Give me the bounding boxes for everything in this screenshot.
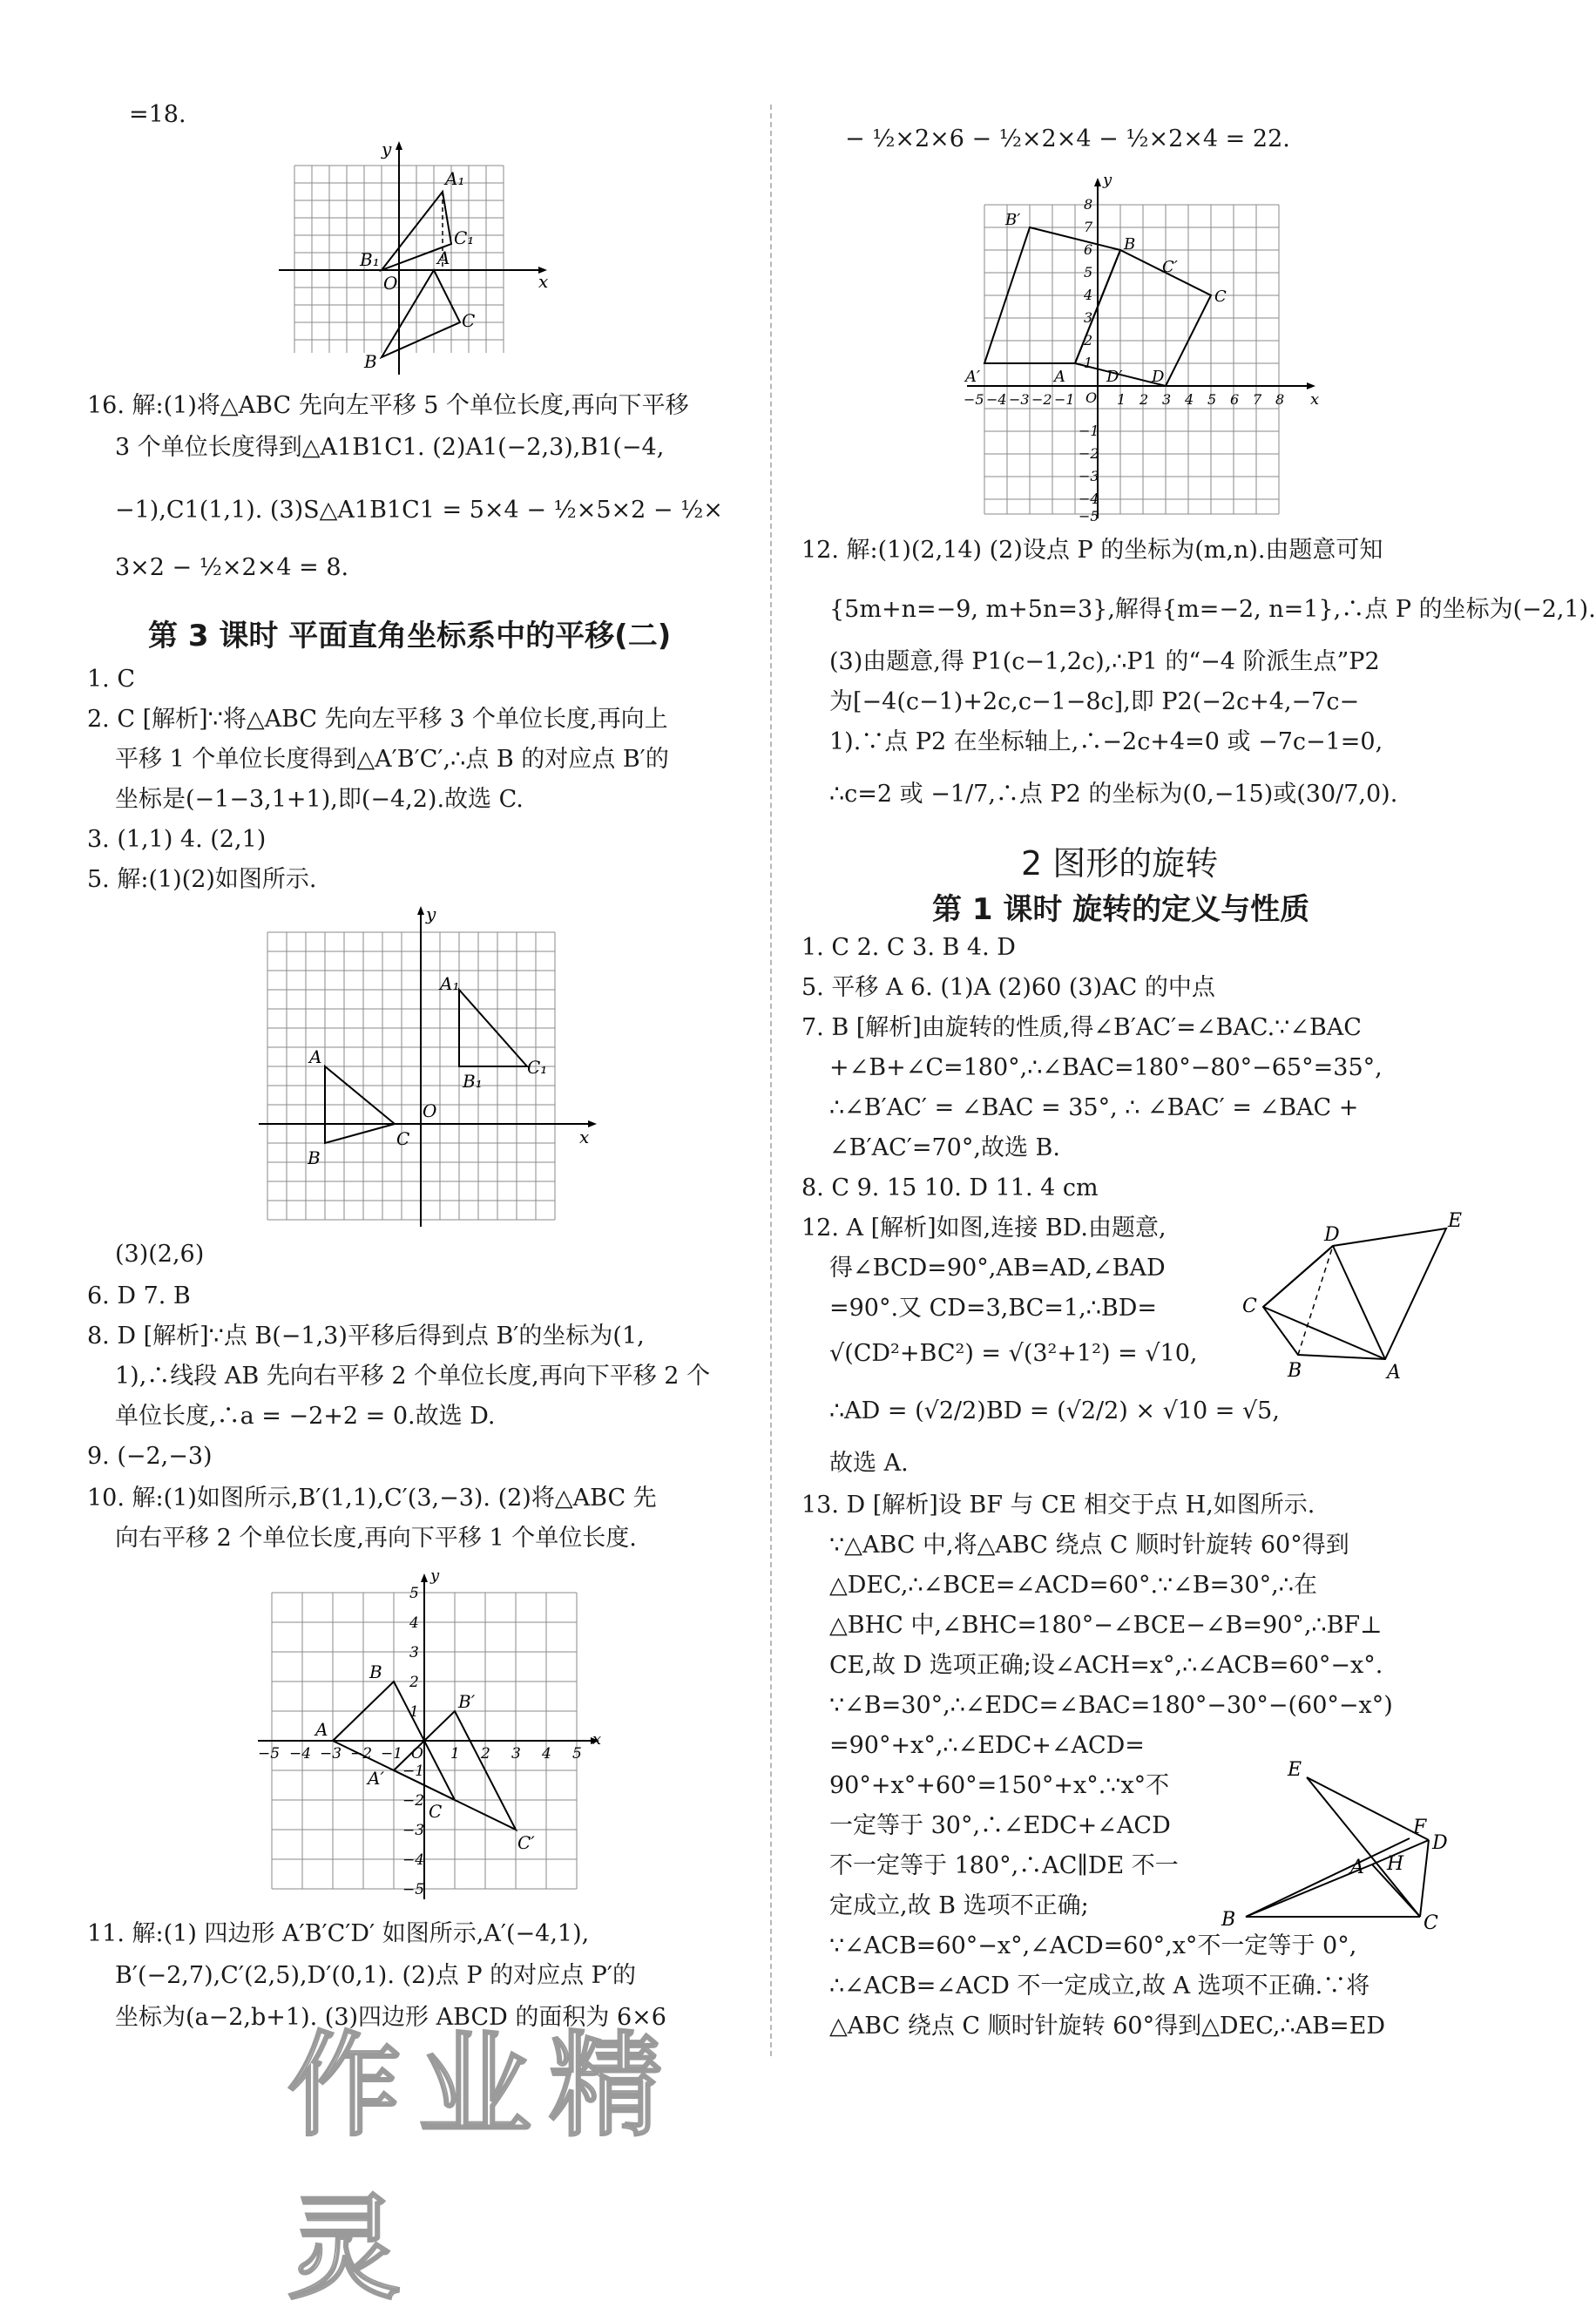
tick-x-5: 5	[1207, 391, 1217, 408]
label-E: E	[1288, 1759, 1302, 1781]
tick-x-m3: −3	[1009, 391, 1030, 408]
label-O: O	[423, 1100, 437, 1121]
label-B: B	[1288, 1360, 1302, 1382]
tick-y-m3: −3	[402, 1822, 425, 1839]
tick-y-m3: −3	[1079, 468, 1099, 484]
tick-x-7: 7	[1253, 391, 1262, 408]
tick-y-4: 4	[1084, 287, 1093, 303]
answer-8-line1: 8. D [解析]∵点 B(−1,3)平移后得到点 B′的坐标为(1,	[87, 1323, 645, 1350]
label-O: O	[383, 273, 398, 294]
tick-x-5: 5	[572, 1745, 582, 1763]
label-C1: C₁	[454, 227, 475, 248]
answer-b12-line4: √(CD²+BC²) = √(3²+1²) = √10,	[829, 1340, 1198, 1367]
label-A: A	[315, 1719, 328, 1740]
label-C: C	[1424, 1912, 1438, 1934]
figure-quadrilateral-translation	[958, 171, 1324, 524]
answer-5: 5. 解:(1)(2)如图所示.	[87, 866, 317, 893]
tick-x-m1: −1	[381, 1745, 403, 1763]
tick-x-3: 3	[511, 1745, 521, 1763]
tick-y-m4: −4	[402, 1851, 425, 1869]
answer-b13-line1: 13. D [解析]设 BF 与 CE 相交于点 H,如图所示.	[801, 1492, 1315, 1519]
label-H: H	[1387, 1853, 1404, 1875]
answer-10-line1: 10. 解:(1)如图所示,B′(1,1),C′(3,−3). (2)将△ABC 先	[87, 1485, 657, 1512]
answer-11-line1: 11. 解:(1) 四边形 A′B′C′D′ 如图所示,A′(−4,1),	[87, 1920, 590, 1947]
answer-b12-line5: ∴AD = (√2/2)BD = (√2/2) × √10 = √5,	[829, 1397, 1280, 1424]
label-B: B	[369, 1661, 382, 1682]
label-A: A	[1054, 368, 1065, 386]
label-A-prime: A′	[368, 1768, 384, 1789]
tick-y-m5: −5	[1079, 508, 1099, 524]
answer-b13-line2: ∵△ABC 中,将△ABC 绕点 C 顺时针旋转 60°得到	[829, 1532, 1349, 1559]
tick-x-6: 6	[1230, 391, 1240, 408]
tick-y-3: 3	[1084, 309, 1093, 326]
label-C: C	[1242, 1296, 1257, 1317]
answer-b7-line4: ∠B′AC′=70°,故选 B.	[829, 1134, 1060, 1161]
answer-b13-line6: ∵∠B=30°,∴∠EDC=∠BAC=180°−30°−(60°−x°)	[829, 1692, 1393, 1719]
label-C: C	[462, 310, 476, 331]
label-B: B	[1124, 235, 1136, 254]
answer-11-line2: B′(−2,7),C′(2,5),D′(0,1). (2)点 P 的对应点 P′的	[115, 1962, 636, 1989]
tick-y-2: 2	[409, 1674, 419, 1691]
q16-line4: 3×2 − ½×2×4 = 8.	[115, 554, 349, 581]
answer-12-line3: (3)由题意,得 P1(c−1,2c),∴P1 的“−4 阶派生点”P2	[829, 648, 1380, 675]
answer-11-line3: 坐标为(a−2,b+1). (3)四边形 ABCD 的面积为 6×6	[115, 2004, 666, 2031]
answer-9: 9. (−2,−3)	[87, 1443, 213, 1470]
answer-b12-line6: 故选 A.	[829, 1450, 909, 1477]
label-D: D	[1324, 1224, 1340, 1246]
tick-x-m5: −5	[964, 391, 984, 408]
section-title-lesson1: 第 1 课时 旋转的定义与性质	[932, 892, 1310, 927]
label-A: A	[1350, 1857, 1364, 1878]
q16-line3: −1),C1(1,1). (3)S△A1B1C1 = 5×4 − ½×5×2 − ½×	[115, 497, 723, 524]
tick-x-m1: −1	[1054, 391, 1075, 408]
label-x: x	[538, 271, 549, 292]
answer-b12-line2: 得∠BCD=90°,AB=AD,∠BAD	[829, 1255, 1166, 1282]
label-B-prime: B′	[458, 1691, 476, 1712]
label-A1: A₁	[440, 973, 460, 994]
tick-x-m2: −2	[350, 1745, 373, 1763]
tick-y-m1: −1	[1079, 423, 1099, 439]
q16-line2: 3 个单位长度得到△A1B1C1. (2)A1(−2,3),B1(−4,	[115, 434, 665, 461]
tick-y-m4: −4	[1079, 491, 1099, 507]
label-C: C	[1214, 288, 1227, 306]
label-y: y	[430, 1567, 440, 1585]
answer-1: 1. C	[87, 666, 136, 693]
tick-y-5: 5	[409, 1585, 419, 1602]
answer-b7-line2: +∠B+∠C=180°,∴∠BAC=180°−80°−65°=35°,	[829, 1054, 1383, 1081]
tick-x-m4: −4	[289, 1745, 312, 1763]
label-B: B	[1221, 1909, 1236, 1931]
tick-x-m4: −4	[986, 391, 1007, 408]
label-B1: B₁	[463, 1071, 483, 1092]
tick-y-3: 3	[409, 1644, 419, 1661]
answer-2-line2: 平移 1 个单位长度得到△A′B′C′,∴点 B 的对应点 B′的	[115, 746, 669, 773]
answer-b13-line8: 90°+x°+60°=150°+x°.∵x°不	[829, 1772, 1170, 1799]
answer-b13-line10: 不一定等于 180°,∴AC∥DE 不一	[829, 1852, 1179, 1879]
answer-3-4: 3. (1,1) 4. (2,1)	[87, 826, 267, 853]
tick-x-2: 2	[481, 1745, 490, 1763]
answer-b13-line13: ∴∠ACB=∠ACD 不一定成立,故 A 选项不正确.∵将	[829, 1973, 1370, 2000]
answer-continued-line: − ½×2×6 − ½×2×4 − ½×2×4 = 22.	[845, 125, 1290, 152]
figure-rotation-60	[1211, 1742, 1490, 1934]
label-A1: A₁	[445, 168, 465, 189]
label-y: y	[382, 139, 392, 159]
answer-8-line2: 1),∴线段 AB 先向右平移 2 个单位长度,再向下平移 2 个	[115, 1363, 711, 1390]
tick-y-4: 4	[409, 1614, 419, 1632]
tick-y-1: 1	[409, 1703, 419, 1721]
label-B: B	[364, 351, 377, 372]
label-C: C	[429, 1801, 443, 1822]
label-y: y	[426, 903, 436, 924]
label-D: D	[1432, 1832, 1448, 1854]
tick-y-1: 1	[1084, 355, 1093, 371]
tick-y-m1: −1	[402, 1763, 425, 1780]
answer-6-7: 6. D 7. B	[87, 1282, 191, 1309]
tick-x-0: O	[1085, 389, 1098, 406]
answer-b12-line1: 12. A [解析]如图,连接 BD.由题意,	[801, 1215, 1167, 1242]
answer-b13-line5: CE,故 D 选项正确;设∠ACH=x°,∴∠ACB=60°−x°.	[829, 1652, 1383, 1679]
label-x: x	[579, 1127, 590, 1147]
label-y: y	[1103, 171, 1112, 189]
tick-x-0: O	[411, 1745, 423, 1763]
answer-5-part3: (3)(2,6)	[115, 1241, 205, 1268]
tick-x-4: 4	[1185, 391, 1194, 408]
answer-b13-line7: =90°+x°,∴∠EDC+∠ACD=	[829, 1732, 1145, 1759]
answer-b1-4: 1. C 2. C 3. B 4. D	[801, 934, 1016, 961]
tick-x-m2: −2	[1031, 391, 1052, 408]
left-column	[0, 0, 767, 2315]
label-C: C	[396, 1128, 410, 1149]
tick-y-6: 6	[1084, 241, 1093, 258]
answer-12-line2: {5m+n=−9, m+5n=3},解得{m=−2, n=1},∴点 P 的坐标为(−2,1).	[829, 596, 1596, 623]
answer-b13-line14: △ABC 绕点 C 顺时针旋转 60°得到△DEC,∴AB=ED	[829, 2013, 1386, 2040]
answer-b13-line12: ∵∠ACB=60°−x°,∠ACD=60°,x°不一定等于 0°,	[829, 1932, 1357, 1959]
label-x: x	[592, 1730, 602, 1749]
answer-12-line1: 12. 解:(1)(2,14) (2)设点 P 的坐标为(m,n).由题意可知	[801, 537, 1383, 564]
section-title-rotation: 2 图形的旋转	[1021, 844, 1219, 883]
answer-b13-line9: 一定等于 30°,∴∠EDC+∠ACD	[829, 1812, 1171, 1839]
tick-y-m2: −2	[1079, 445, 1099, 462]
figure-translation-2	[257, 903, 605, 1229]
answer-12-line5: 1).∵点 P2 在坐标轴上,∴−2c+4=0 或 −7c−1=0,	[829, 728, 1383, 755]
label-A: A	[437, 247, 450, 268]
tick-x-m3: −3	[320, 1745, 342, 1763]
tick-y-7: 7	[1084, 219, 1093, 235]
answer-2-line3: 坐标是(−1−3,1+1),即(−4,2).故选 C.	[115, 786, 524, 813]
answer-b8-11: 8. C 9. 15 10. D 11. 4 cm	[801, 1174, 1099, 1201]
tick-x-1: 1	[450, 1745, 460, 1763]
label-C1: C₁	[527, 1057, 548, 1078]
right-column	[775, 0, 1596, 2216]
answer-b7-line1: 7. B [解析]由旋转的性质,得∠B′AC′=∠BAC.∵∠BAC	[801, 1014, 1362, 1041]
label-A-prime: A′	[965, 368, 981, 386]
answer-b13-line3: △DEC,∴∠BCE=∠ACD=60°.∵∠B=30°,∴在	[829, 1572, 1317, 1599]
watermark-logo: 作业精灵	[287, 2020, 680, 2315]
column-divider	[770, 105, 772, 2056]
figure-translation-3	[254, 1567, 620, 1902]
tick-y-8: 8	[1084, 196, 1093, 213]
tick-x-3: 3	[1162, 391, 1172, 408]
answer-b13-line11: 定成立,故 B 选项不正确;	[829, 1892, 1089, 1919]
tick-x-2: 2	[1140, 391, 1149, 408]
label-D-prime: D′	[1106, 368, 1123, 386]
tick-y-2: 2	[1084, 332, 1093, 348]
answer-b7-line3: ∴∠B′AC′ = ∠BAC = 35°, ∴ ∠BAC′ = ∠BAC +	[829, 1094, 1359, 1121]
tick-y-m5: −5	[402, 1881, 425, 1898]
label-D: D	[1152, 368, 1165, 386]
label-C-prime: C′	[1162, 258, 1178, 276]
label-B1: B₁	[360, 249, 380, 270]
label-B: B	[308, 1147, 321, 1168]
tick-y-5: 5	[1084, 264, 1093, 281]
tick-x-8: 8	[1275, 391, 1285, 408]
answer-line: =18.	[129, 101, 186, 128]
section-title-lesson3: 第 3 课时 平面直角坐标系中的平移(二)	[148, 619, 672, 653]
answer-2-line1: 2. C [解析]∵将△ABC 先向左平移 3 个单位长度,再向上	[87, 706, 668, 733]
figure-square-bd	[1228, 1211, 1481, 1385]
label-C-prime: C′	[517, 1832, 535, 1853]
answer-b12-line3: =90°.又 CD=3,BC=1,∴BD=	[829, 1295, 1158, 1322]
label-F: F	[1413, 1817, 1427, 1838]
label-E: E	[1448, 1210, 1463, 1232]
figure-translation-1	[277, 139, 556, 379]
label-x: x	[1310, 390, 1320, 409]
answer-10-line2: 向右平移 2 个单位长度,再向下平移 1 个单位长度.	[115, 1525, 637, 1552]
answer-12-line6: ∴c=2 或 −1/7,∴点 P2 的坐标为(0,−15)或(30/7,0).	[829, 781, 1398, 808]
answer-b13-line4: △BHC 中,∠BHC=180°−∠BCE−∠B=90°,∴BF⊥	[829, 1612, 1383, 1639]
label-A: A	[309, 1046, 322, 1067]
answer-8-line3: 单位长度,∴a = −2+2 = 0.故选 D.	[115, 1403, 496, 1430]
tick-x-1: 1	[1117, 391, 1126, 408]
answer-b5-6: 5. 平移 A 6. (1)A (2)60 (3)AC 的中点	[801, 974, 1215, 1001]
tick-y-m2: −2	[402, 1792, 425, 1810]
answer-12-line4: 为[−4(c−1)+2c,c−1−8c],即 P2(−2c+4,−7c−	[829, 688, 1360, 715]
label-A: A	[1387, 1362, 1401, 1384]
q16-line1: 16. 解:(1)将△ABC 先向左平移 5 个单位长度,再向下平移	[87, 392, 689, 419]
tick-x-4: 4	[542, 1745, 551, 1763]
label-B-prime: B′	[1005, 211, 1021, 229]
tick-x-m5: −5	[258, 1745, 281, 1763]
